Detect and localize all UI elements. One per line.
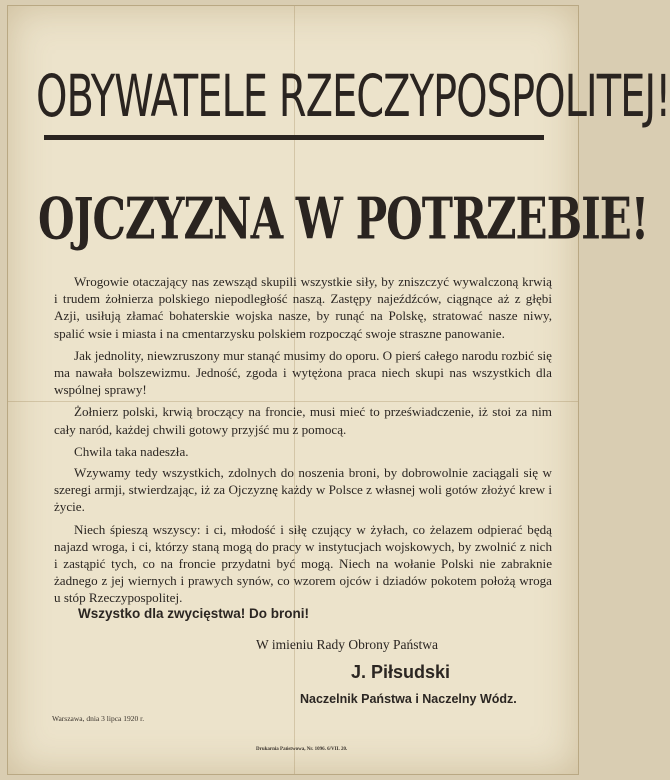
proclamation-body [54, 273, 552, 612]
paragraph: Jak jednolity, niewzruszony mur stanąć musimy do oporu. O pierś całego narodu rozbić się ma nawała bolszewizmu. Jedność, zgoda i wytężona praca niech skupi nas wszystkich dla wspólnej sprawy! [54, 347, 552, 398]
paragraph: Niech śpieszą wszyscy: i ci, młodość i siłę czujący w żyłach, co żelazem odpierać będą najazd wroga, i ci, którzy staną mogą do pracy w instytucjach wojskowych, by zwolnić z nich i zastąpić tych, co na froncie przydatni być mogą. Niech na wołanie Polski nie zabraknie żadnego z jej wiernych i prawych synów, co wzorem ojców i dziadów pokotem położą wroga u stóp Rzeczypospolitej. [54, 521, 552, 606]
paragraph: Wrogowie otaczający nas zewsząd skupili wszystkie siły, by zniszczyć wywalczoną krwią i trudem żołnierza polskiego niepodległość naszą. Zastępy najeźdźców, ciągnące aż z głębi Azji, usiłują złamać bohaterskie wojska nasze, by runąć na Polskę, stratować nasze niwy, spalić wsie i miasta i na cmentarzysku polskiem rozpocząć swoje straszne panowanie. [54, 274, 552, 341]
paragraph: Chwila taka nadeszła. [74, 443, 189, 459]
paragraph: Wzywamy tedy wszystkich, zdolnych do noszenia broni, by dobrowolnie zaciągali się w szeregi armji, stwierdzając, iż za Ojczyznę każdy w Polsce z własnej woli gotów złożyć krew i życie. [54, 465, 552, 515]
proclamation-poster [8, 6, 670, 774]
heading-rule [44, 135, 544, 140]
closing-slogan: Wszystko dla zwycięstwa! Do broni! [78, 606, 310, 621]
paragraph: Żołnierz polski, krwią broczący na froncie, musi mieć to przeświadczenie, iż stoi za nim cały naród, każdej chwili gotowy przyjść mu z pomocą. [54, 404, 552, 437]
place-and-date: Warszawa, dnia 3 lipca 1920 r. [52, 714, 145, 723]
poster-heading: OBYWATELE RZECZYPOSPOLITEJ! [36, 64, 670, 131]
signature-title: Naczelnik Państwa i Naczelny Wódz. [300, 692, 517, 706]
printer-imprint: Drukarnia Państwowa, Nr. 1096. 6/VII. 20. [256, 747, 348, 752]
signature-name: J. Piłsudski [351, 662, 451, 682]
poster-subheading: OJCZYZNA W POTRZEBIE! [38, 186, 649, 253]
on-behalf-line: W imieniu Rady Obrony Państwa [256, 637, 438, 652]
